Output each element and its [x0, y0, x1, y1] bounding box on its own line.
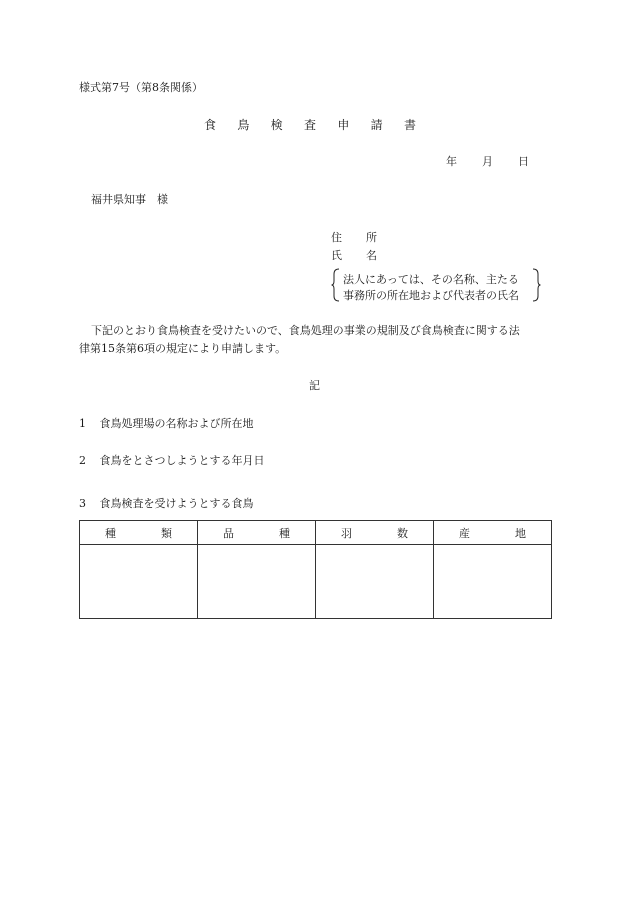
list-item	[79, 455, 265, 466]
title-char: 鳥	[237, 118, 250, 132]
header-cell-type: 種 類	[80, 521, 198, 545]
corporate-note-line1: 法人にあっては、その名称、主たる	[343, 273, 519, 286]
table-row	[80, 545, 552, 619]
title-char: 書	[403, 118, 416, 132]
title-char: 査	[303, 118, 316, 132]
body-text-line2: 律第15条第6項の規定により申請します。	[79, 342, 287, 355]
header-cell-count: 羽 数	[316, 521, 434, 545]
name-label-char: 氏	[331, 249, 342, 262]
title-char: 検	[270, 118, 283, 132]
title-char: 食	[204, 118, 217, 132]
item-text: 食鳥をとさつしようとする年月日	[99, 454, 265, 467]
item-text: 食鳥検査を受けようとする食鳥	[99, 497, 254, 510]
title-char: 請	[370, 118, 383, 132]
header-cell-breed: 品 種	[198, 521, 316, 545]
item-text: 食鳥処理場の名称および所在地	[99, 417, 254, 430]
table-cell-origin[interactable]	[434, 545, 552, 619]
ki-heading: 記	[309, 379, 320, 392]
form-number: 様式第7号（第8条関係）	[79, 81, 203, 94]
poultry-table	[79, 520, 552, 619]
address-label-char: 所	[366, 231, 377, 244]
table-cell-type[interactable]	[80, 545, 198, 619]
item-number: 3	[79, 497, 86, 510]
date-year-label: 年	[446, 155, 457, 168]
list-item	[79, 498, 254, 509]
header-cell-origin: 産 地	[434, 521, 552, 545]
item-number: 2	[79, 454, 86, 467]
name-label	[331, 250, 377, 261]
page-title	[204, 119, 416, 131]
corporate-note-line2: 事務所の所在地および代表者の氏名	[343, 289, 519, 302]
body-text-line1: 下記のとおり食鳥検査を受けたいので、食鳥処理の事業の規制及び食鳥検査に関する法	[91, 324, 520, 337]
date-day-label: 日	[518, 155, 529, 168]
addressee: 福井県知事 様	[91, 193, 168, 206]
address-label	[331, 232, 377, 243]
title-char: 申	[337, 118, 350, 132]
table-cell-breed[interactable]	[198, 545, 316, 619]
address-label-char: 住	[331, 231, 342, 244]
date-line	[446, 156, 529, 167]
item-number: 1	[79, 417, 86, 430]
table-header-row	[80, 521, 552, 545]
corporate-note	[331, 268, 541, 302]
table-cell-count[interactable]	[316, 545, 434, 619]
name-label-char: 名	[366, 249, 377, 262]
list-item	[79, 418, 254, 429]
date-month-label: 月	[482, 155, 493, 168]
